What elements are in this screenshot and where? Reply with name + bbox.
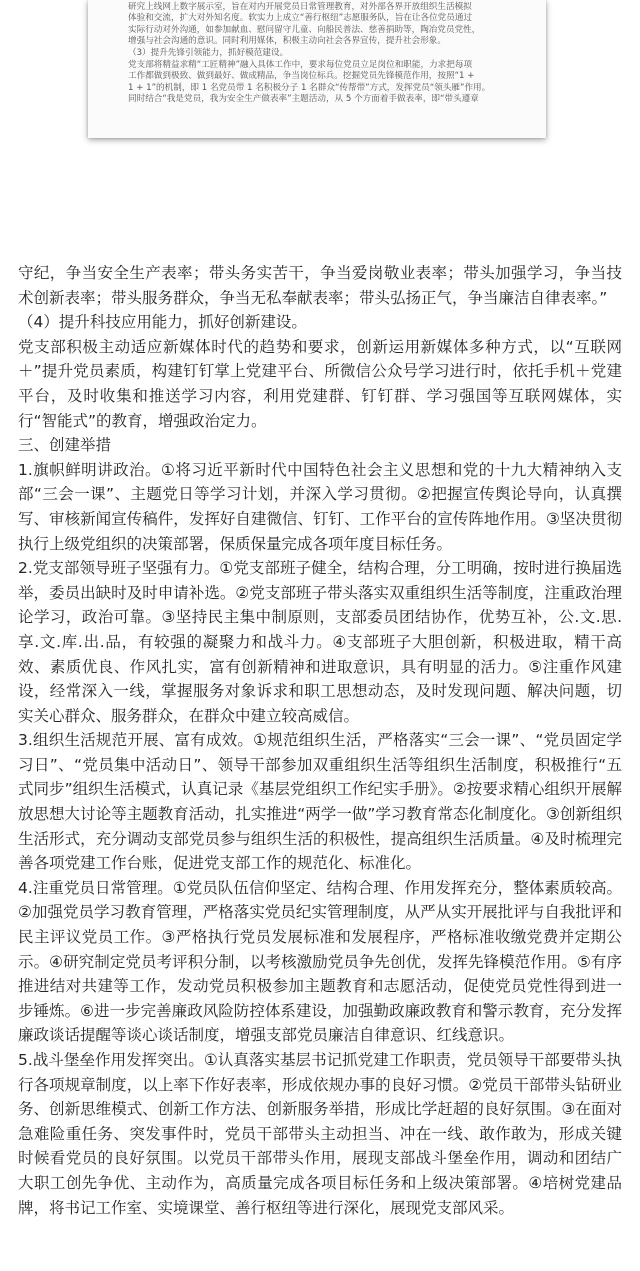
subheading: （4）提升科技应用能力，抓好创新建设。 [18, 313, 307, 332]
paragraph: 4.注重党员日常管理。①党员队伍信仰坚定、结构合理、作用发挥充分，整体素质较高。②加强党员学习教育管理，严格落实党员纪实管理制度，从严从实开展批评与自我批评和民主评议党员工作。③严格执行党员发展标准和发展程序，严格标准收缴党费并定期公示。④研究制定党员考评积分制，以考核激励党员争先创优，发挥先锋模范作用。⑤有序推进结对共建等工作，发动党员积极参加主题教育和志愿活动，促使党员党性得到进一步锤炼。⑥进一步完善廉政风险防控体系建设，加强勤政廉政教育和警示教育，充分发挥廉政谈话提醒等谈心谈话制度，增强支部党员廉洁自律意识、红线意识。 [18, 878, 622, 1045]
paper-line: 工作都做到极致、做到最好、做成精品，争当岗位标兵。挖掘党员先锋模范作用，按照“1 + [128, 71, 475, 82]
paper-line: 党支部将精益求精“工匠精神”融入具体工作中，要求每位党员立足岗位和职能，力求把每项 [128, 59, 473, 70]
paragraph: 党支部积极主动适应新媒体时代的趋势和要求，创新运用新媒体多种方式，以“互联网＋”提升党员素质，构建钉钉掌上党建平台、所微信公众号学习进行时，依托手机＋党建平台，及时收集和推送学习内容，利用党建群、钉钉群、学习强国等互联网媒体，实行“智能式”的教育，增强政治定力。 [18, 337, 622, 430]
paragraph: 5.战斗堡垒作用发挥突出。①认真落实基层书记抓党建工作职责，党员领导干部要带头执行各项规章制度，以上率下作好表率，形成依规办事的良好习惯。②党员干部带头钻研业务、创新思维模式、创新工作方法、创新服务举措，形成比学赶超的良好氛围。③在面对急难险重任务、突发事件时，党员干部带头主动担当、冲在一线、敢作敢为，形成关键时候看党员的良好氛围。以党员干部带头作用，展现支部战斗堡垒作用，调动和团结广大职工创先争优、主动作为，高质量完成各项目标任务和上级决策部署。④培树党建品牌，将书记工作室、实境课堂、善行枢纽等进行深化，展现党支部风采。 [18, 1051, 622, 1217]
paragraph: 守纪，争当安全生产表率；带头务实苦干，争当爱岗敬业表率；带头加强学习，争当技术创新表率；带头服务群众，争当无私奉献表率；带头弘扬正气，争当廉洁自律表率。” [18, 264, 622, 307]
paper-line: （3）提升先锋引领能力，抓好模范建设。 [128, 47, 289, 58]
paper-line: 体验和交流，扩大对外知名度。软实力上成立“善行枢纽”志愿服务队，旨在让各位党员通过 [128, 13, 473, 24]
paper-line: 增强与社会沟通的意识。同时利用媒体，积极主动向社会各界宣传，提升社会形象。 [128, 36, 446, 47]
paper-line: 研究上线网上数字展示室，旨在对内开展党员日常管理教育，对外部各界开放组织生活模拟 [128, 1, 472, 12]
paragraph: 3.组织生活规范开展、富有成效。①规范组织生活，严格落实“三会一课”、“党员固定学习日”、“党员集中活动日”、领导干部参加双重组织生活等组织生活制度，积极推行“五式同步”组织生活模式，认真记录《基层党组织工作纪实手册》。②按要求精心组织开展解放思想大讨论等主题教育活动，扎实推进“两学一做”学习教育常态化制度化。③创新组织生活形式，充分调动支部党员参与组织生活的积极性，提高组织生活质量。④及时梳理完善各项党建工作台账，促进党支部工作的规范化、标准化。 [18, 731, 622, 873]
paragraph: 1.旗帜鲜明讲政治。①将习近平新时代中国特色社会主义思想和党的十九大精神纳入支部“三会一课”、主题党日等学习计划，并深入学习贯彻。②把握宣传舆论导向，认真撰写、审核新闻宣传稿件，发挥好自建微信、钉钉、工作平台的宣传阵地作用。③坚决贯彻执行上级党组织的决策部署，保质保量完成各项年度目标任务。 [18, 460, 622, 553]
section-heading: 三、创建举措 [18, 436, 112, 455]
paragraph: 2.党支部领导班子坚强有力。①党支部班子健全，结构合理，分工明确，按时进行换届选举，委员出缺时及时申请补选。②党支部班子带头落实双重组织生活等制度，注重政治理论学习，政治可靠。③坚持民主集中制原则，支部委员团结协作，优势互补，公.文.思.享.文.库.出.品，有较强的凝聚力和战斗力。④支部班子大胆创新，积极进取，精干高效、素质优良、作风扎实，富有创新精神和进取意识，具有明显的活力。⑤注重作风建设，经常深入一线，掌握服务对象诉求和职工思想动态，及时发现问题、解决问题，切实关心群众、服务群众，在群众中建立较高威信。 [18, 559, 622, 725]
paper-line: 同时结合“我是党员，我为安全生产做表率”主题活动，从 5 个方面着手做表率，即“带头遵章 [128, 94, 479, 105]
document-photo [0, 0, 640, 214]
article-body [18, 261, 622, 1220]
paper-sheet [88, 0, 546, 138]
paper-line: 1 + 1”的机制，即 1 名党员带 1 名积极分子 1 名群众“传帮带”方式，发挥党员“领头雁”作用。 [128, 82, 491, 93]
paper-line: 实际行动对外沟通，如参加献血、慰问留守儿童、向船民普法、慈善捐助等，陶冶党员党性， [128, 24, 481, 35]
paper-text [128, 0, 508, 106]
